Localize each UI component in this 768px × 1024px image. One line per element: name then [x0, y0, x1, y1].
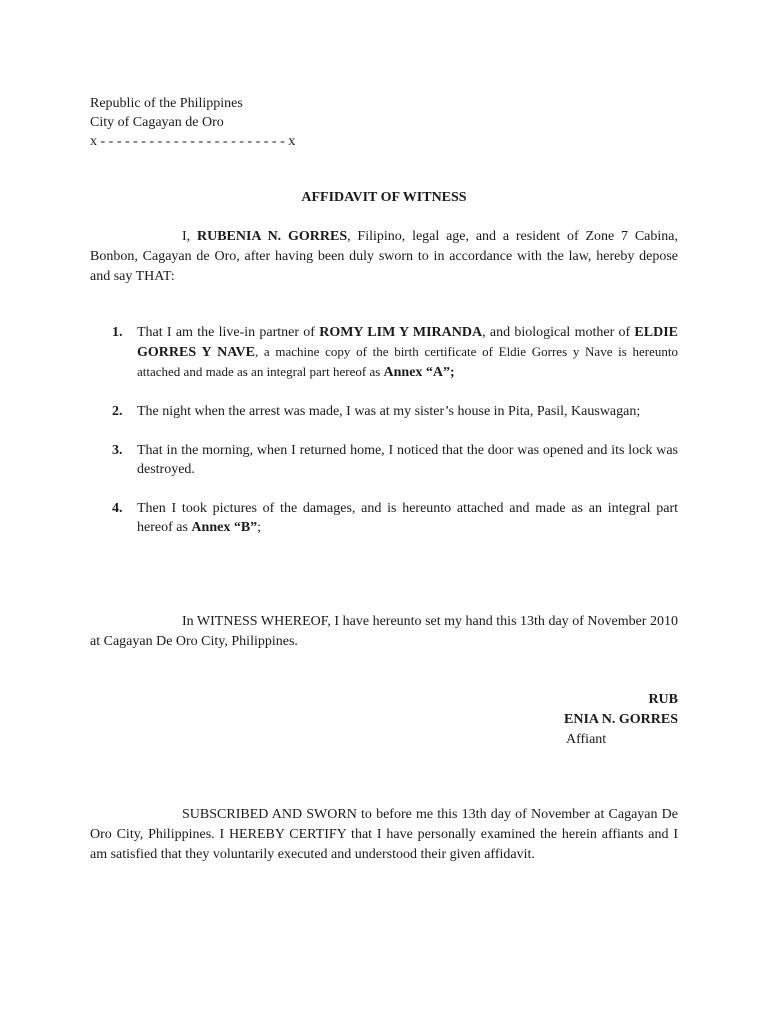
affiant-name: RUBENIA N. GORRES — [196, 229, 348, 244]
intro-paragraph — [90, 227, 678, 287]
intro-text: , Filipino, legal age, and a resident of Zone 7 Cabina, Bonbon, Cagayan de Oro, after having been duly sworn to in accordance with the law, hereby depose and say THAT: — [90, 229, 678, 284]
item-text: That I am the live-in partner of — [137, 325, 320, 340]
witness-paragraph — [90, 612, 678, 652]
item-number: 3. — [112, 443, 123, 458]
document-header — [90, 94, 295, 151]
affiant-label: Affiant — [566, 732, 607, 747]
list-item — [90, 499, 678, 537]
item-text: ; — [257, 520, 262, 535]
child-name: ELDIE GORRES Y NAVE — [137, 325, 678, 360]
header-republic: Republic of the Philippines — [90, 96, 243, 111]
annex-a-label: Annex “A”; — [383, 365, 455, 380]
jurat-paragraph — [90, 805, 678, 865]
partner-name: ROMY LIM Y MIRANDA — [319, 325, 483, 340]
signature-line-2: ENIA N. GORRES — [564, 712, 678, 727]
item-text: , a machine copy of the birth certificate of Eldie Gorres y Nave is hereunto attached and made as an integral part hereof as — [137, 344, 679, 379]
item-text: That in the morning, when I returned home, I noticed that the door was opened and its lock was destroyed. — [137, 443, 678, 477]
jurat-text: SUBSCRIBED AND SWORN to before me this 13th day of November at Cagayan De Oro City, Philippines. I HEREBY CERTIFY that I have personally examined the herein affiants and I am satisfied that they voluntarily executed and understood their given affidavit. — [90, 807, 678, 862]
header-separator: x - - - - - - - - - - - - - - - - - - - - - - - x — [90, 134, 296, 149]
signature-line-1: RUB — [648, 692, 678, 707]
item-number: 1. — [112, 325, 123, 340]
list-item — [90, 441, 678, 479]
witness-text: In WITNESS WHEREOF, I have hereunto set my hand this 13th day of November 2010 at Cagayan De Oro City, Philippines. — [90, 614, 678, 649]
annex-b-label: Annex “B” — [191, 520, 258, 535]
document-title: AFFIDAVIT OF WITNESS — [301, 190, 467, 205]
signature-block — [564, 690, 678, 730]
statement-list — [90, 323, 678, 537]
item-text: Then I took pictures of the damages, and is hereunto attached and made as an integral part hereof as — [137, 501, 678, 535]
list-item — [90, 323, 678, 382]
item-text: , and biological mother of — [482, 325, 635, 340]
list-item — [90, 402, 678, 421]
header-city: City of Cagayan de Oro — [90, 115, 224, 130]
intro-prefix: I, — [182, 229, 197, 244]
item-number: 4. — [112, 501, 123, 516]
item-text: The night when the arrest was made, I was at my sister’s house in Pita, Pasil, Kauswagan; — [137, 404, 641, 419]
item-number: 2. — [112, 404, 123, 419]
